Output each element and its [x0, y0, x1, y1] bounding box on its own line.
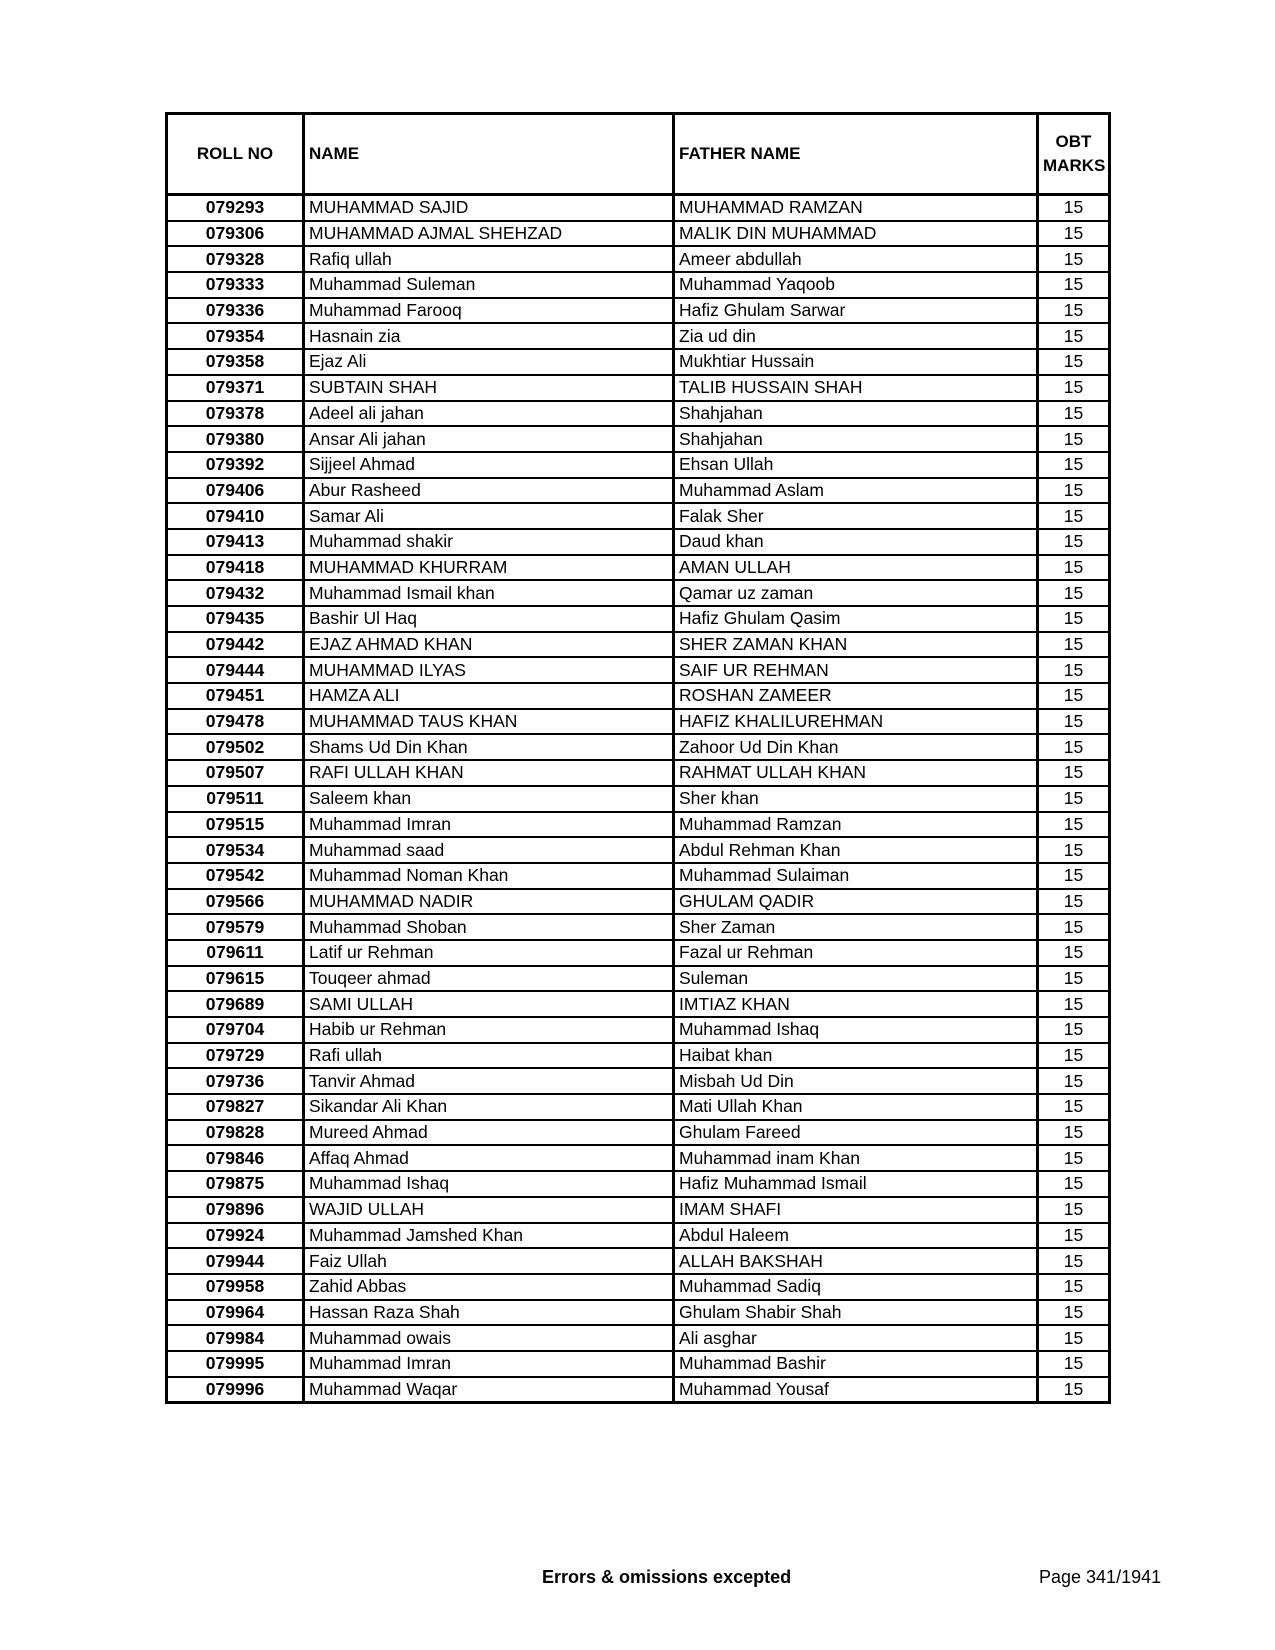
table-row	[167, 863, 1110, 889]
table-row	[167, 786, 1110, 812]
name-cell: Habib ur Rehman	[304, 1017, 674, 1043]
name-cell: WAJID ULLAH	[304, 1197, 674, 1223]
name-cell: MUHAMMAD AJMAL SHEHZAD	[304, 221, 674, 247]
name-cell: Affaq Ahmad	[304, 1145, 674, 1171]
table-row	[167, 555, 1110, 581]
table-row	[167, 1068, 1110, 1094]
table-row	[167, 683, 1110, 709]
marks-cell: 15	[1038, 298, 1110, 324]
name-cell: Muhammad Shoban	[304, 914, 674, 940]
table-row	[167, 1043, 1110, 1069]
father-name-cell: Mukhtiar Hussain	[674, 349, 1038, 375]
father-name-cell: Shahjahan	[674, 426, 1038, 452]
roll-no-cell: 079413	[167, 529, 304, 555]
father-name-cell: RAHMAT ULLAH KHAN	[674, 760, 1038, 786]
table-row	[167, 1325, 1110, 1351]
roll-no-cell: 079736	[167, 1068, 304, 1094]
roll-no-cell: 079354	[167, 323, 304, 349]
marks-cell: 15	[1038, 529, 1110, 555]
name-cell: Muhammad Waqar	[304, 1377, 674, 1403]
father-name-cell: Fazal ur Rehman	[674, 940, 1038, 966]
roll-no-cell: 079502	[167, 734, 304, 760]
table-row	[167, 889, 1110, 915]
roll-no-cell: 079380	[167, 426, 304, 452]
table-row	[167, 349, 1110, 375]
name-cell: SUBTAIN SHAH	[304, 375, 674, 401]
table-row	[167, 1171, 1110, 1197]
roll-no-cell: 079689	[167, 991, 304, 1017]
name-cell: Muhammad saad	[304, 837, 674, 863]
header-obt-marks	[1038, 114, 1110, 195]
roll-no-cell: 079729	[167, 1043, 304, 1069]
table-row	[167, 375, 1110, 401]
father-name-cell: ALLAH BAKSHAH	[674, 1248, 1038, 1274]
name-cell: MUHAMMAD KHURRAM	[304, 555, 674, 581]
roll-no-cell: 079995	[167, 1351, 304, 1377]
name-cell: Samar Ali	[304, 503, 674, 529]
table-row	[167, 452, 1110, 478]
marks-cell: 15	[1038, 221, 1110, 247]
table-row	[167, 1248, 1110, 1274]
marks-cell: 15	[1038, 1171, 1110, 1197]
name-cell: Adeel ali jahan	[304, 401, 674, 427]
roll-no-cell: 079964	[167, 1300, 304, 1326]
marks-cell: 15	[1038, 1300, 1110, 1326]
marks-cell: 15	[1038, 914, 1110, 940]
name-cell: Muhammad Suleman	[304, 272, 674, 298]
father-name-cell: Abdul Rehman Khan	[674, 837, 1038, 863]
father-name-cell: Ghulam Shabir Shah	[674, 1300, 1038, 1326]
table-row	[167, 1300, 1110, 1326]
father-name-cell: Suleman	[674, 966, 1038, 992]
father-name-cell: Zahoor Ud Din Khan	[674, 734, 1038, 760]
name-cell: MUHAMMAD NADIR	[304, 889, 674, 915]
marks-cell: 15	[1038, 195, 1110, 221]
father-name-cell: GHULAM QADIR	[674, 889, 1038, 915]
page-number: Page 341/1941	[1039, 1567, 1162, 1587]
table-row	[167, 1120, 1110, 1146]
name-cell: MUHAMMAD ILYAS	[304, 657, 674, 683]
marks-cell: 15	[1038, 734, 1110, 760]
name-cell: Muhammad owais	[304, 1325, 674, 1351]
table-row	[167, 426, 1110, 452]
father-name-cell: IMAM SHAFI	[674, 1197, 1038, 1223]
marks-cell: 15	[1038, 837, 1110, 863]
table-row	[167, 221, 1110, 247]
father-name-cell: SHER ZAMAN KHAN	[674, 632, 1038, 658]
table-row	[167, 195, 1110, 221]
table-row	[167, 1197, 1110, 1223]
marks-cell: 15	[1038, 966, 1110, 992]
marks-cell: 15	[1038, 375, 1110, 401]
father-name-cell: Falak Sher	[674, 503, 1038, 529]
roll-no-cell: 079435	[167, 606, 304, 632]
table-row	[167, 246, 1110, 272]
father-name-cell: Ehsan Ullah	[674, 452, 1038, 478]
father-name-cell: Shahjahan	[674, 401, 1038, 427]
roll-no-cell: 079579	[167, 914, 304, 940]
name-cell: SAMI ULLAH	[304, 991, 674, 1017]
father-name-cell: Ali asghar	[674, 1325, 1038, 1351]
father-name-cell: Daud khan	[674, 529, 1038, 555]
name-cell: Muhammad Noman Khan	[304, 863, 674, 889]
name-cell: EJAZ AHMAD KHAN	[304, 632, 674, 658]
roll-no-cell: 079406	[167, 478, 304, 504]
marks-cell: 15	[1038, 709, 1110, 735]
father-name-cell: TALIB HUSSAIN SHAH	[674, 375, 1038, 401]
roll-no-cell: 079924	[167, 1223, 304, 1249]
table-row	[167, 1351, 1110, 1377]
table-row	[167, 1017, 1110, 1043]
table-row	[167, 1094, 1110, 1120]
header-name: NAME	[304, 114, 674, 195]
father-name-cell: Sher khan	[674, 786, 1038, 812]
table-row	[167, 606, 1110, 632]
table-row	[167, 401, 1110, 427]
table-row	[167, 940, 1110, 966]
roll-no-cell: 079828	[167, 1120, 304, 1146]
name-cell: MUHAMMAD TAUS KHAN	[304, 709, 674, 735]
marks-cell: 15	[1038, 272, 1110, 298]
roll-no-cell: 079358	[167, 349, 304, 375]
name-cell: Rafi ullah	[304, 1043, 674, 1069]
father-name-cell: IMTIAZ KHAN	[674, 991, 1038, 1017]
name-cell: Muhammad Farooq	[304, 298, 674, 324]
table-row	[167, 529, 1110, 555]
table-row	[167, 323, 1110, 349]
marks-cell: 15	[1038, 1325, 1110, 1351]
marks-cell: 15	[1038, 812, 1110, 838]
name-cell: Tanvir Ahmad	[304, 1068, 674, 1094]
roll-no-cell: 079418	[167, 555, 304, 581]
roll-no-cell: 079846	[167, 1145, 304, 1171]
name-cell: Sijjeel Ahmad	[304, 452, 674, 478]
header-obt-marks-line2: MARKS	[1043, 156, 1106, 175]
name-cell: Ejaz Ali	[304, 349, 674, 375]
marks-cell: 15	[1038, 1377, 1110, 1403]
marks-cell: 15	[1038, 1197, 1110, 1223]
father-name-cell: Muhammad Ishaq	[674, 1017, 1038, 1043]
marks-cell: 15	[1038, 632, 1110, 658]
roll-no-cell: 079827	[167, 1094, 304, 1120]
marks-cell: 15	[1038, 246, 1110, 272]
header-obt-marks-line1: OBT	[1055, 132, 1092, 151]
roll-no-cell: 079515	[167, 812, 304, 838]
roll-no-cell: 079507	[167, 760, 304, 786]
roll-no-cell: 079444	[167, 657, 304, 683]
marks-cell: 15	[1038, 657, 1110, 683]
roll-no-cell: 079958	[167, 1274, 304, 1300]
roll-no-cell: 079451	[167, 683, 304, 709]
name-cell: Mureed Ahmad	[304, 1120, 674, 1146]
table-row	[167, 1377, 1110, 1403]
marks-cell: 15	[1038, 606, 1110, 632]
roll-no-cell: 079333	[167, 272, 304, 298]
roll-no-cell: 079944	[167, 1248, 304, 1274]
father-name-cell: MALIK DIN MUHAMMAD	[674, 221, 1038, 247]
table-row	[167, 478, 1110, 504]
father-name-cell: Muhammad Sadiq	[674, 1274, 1038, 1300]
father-name-cell: Muhammad inam Khan	[674, 1145, 1038, 1171]
table-row	[167, 734, 1110, 760]
marks-cell: 15	[1038, 478, 1110, 504]
table-row	[167, 709, 1110, 735]
name-cell: Muhammad Ishaq	[304, 1171, 674, 1197]
table-header	[167, 114, 1110, 195]
marks-cell: 15	[1038, 452, 1110, 478]
marks-cell: 15	[1038, 1274, 1110, 1300]
roll-no-cell: 079371	[167, 375, 304, 401]
father-name-cell: Mati Ullah Khan	[674, 1094, 1038, 1120]
father-name-cell: Muhammad Aslam	[674, 478, 1038, 504]
father-name-cell: Hafiz Muhammad Ismail	[674, 1171, 1038, 1197]
table-body	[167, 195, 1110, 1403]
table-row	[167, 966, 1110, 992]
table-row	[167, 298, 1110, 324]
table-row	[167, 991, 1110, 1017]
name-cell: Sikandar Ali Khan	[304, 1094, 674, 1120]
name-cell: Muhammad shakir	[304, 529, 674, 555]
marks-cell: 15	[1038, 349, 1110, 375]
roll-no-cell: 079996	[167, 1377, 304, 1403]
table-row	[167, 580, 1110, 606]
marks-cell: 15	[1038, 760, 1110, 786]
roll-no-cell: 079611	[167, 940, 304, 966]
marks-cell: 15	[1038, 1017, 1110, 1043]
name-cell: Muhammad Ismail khan	[304, 580, 674, 606]
marks-cell: 15	[1038, 863, 1110, 889]
header-father-name: FATHER NAME	[674, 114, 1038, 195]
name-cell: RAFI ULLAH KHAN	[304, 760, 674, 786]
marks-cell: 15	[1038, 1120, 1110, 1146]
roll-no-cell: 079293	[167, 195, 304, 221]
marks-cell: 15	[1038, 786, 1110, 812]
roll-no-cell: 079566	[167, 889, 304, 915]
name-cell: Hasnain zia	[304, 323, 674, 349]
roll-no-cell: 079896	[167, 1197, 304, 1223]
roll-no-cell: 079542	[167, 863, 304, 889]
name-cell: Shams Ud Din Khan	[304, 734, 674, 760]
name-cell: Abur Rasheed	[304, 478, 674, 504]
marks-cell: 15	[1038, 555, 1110, 581]
father-name-cell: Misbah Ud Din	[674, 1068, 1038, 1094]
marks-cell: 15	[1038, 1094, 1110, 1120]
header-row	[167, 114, 1110, 195]
father-name-cell: Muhammad Ramzan	[674, 812, 1038, 838]
father-name-cell: SAIF UR REHMAN	[674, 657, 1038, 683]
roll-no-cell: 079511	[167, 786, 304, 812]
father-name-cell: Sher Zaman	[674, 914, 1038, 940]
father-name-cell: HAFIZ KHALILUREHMAN	[674, 709, 1038, 735]
father-name-cell: Muhammad Yousaf	[674, 1377, 1038, 1403]
father-name-cell: Hafiz Ghulam Qasim	[674, 606, 1038, 632]
marks-cell: 15	[1038, 401, 1110, 427]
table-row	[167, 914, 1110, 940]
roll-no-cell: 079615	[167, 966, 304, 992]
name-cell: Saleem khan	[304, 786, 674, 812]
footer-disclaimer: Errors & omissions excepted	[542, 1567, 792, 1587]
roll-no-cell: 079378	[167, 401, 304, 427]
father-name-cell: Muhammad Yaqoob	[674, 272, 1038, 298]
marks-cell: 15	[1038, 1248, 1110, 1274]
results-table	[165, 112, 1111, 1404]
header-roll-no: ROLL NO	[167, 114, 304, 195]
roll-no-cell: 079704	[167, 1017, 304, 1043]
father-name-cell: ROSHAN ZAMEER	[674, 683, 1038, 709]
father-name-cell: Haibat khan	[674, 1043, 1038, 1069]
roll-no-cell: 079875	[167, 1171, 304, 1197]
roll-no-cell: 079336	[167, 298, 304, 324]
table-row	[167, 632, 1110, 658]
father-name-cell: AMAN ULLAH	[674, 555, 1038, 581]
marks-cell: 15	[1038, 580, 1110, 606]
roll-no-cell: 079306	[167, 221, 304, 247]
name-cell: HAMZA ALI	[304, 683, 674, 709]
table-row	[167, 1274, 1110, 1300]
roll-no-cell: 079392	[167, 452, 304, 478]
table-row	[167, 503, 1110, 529]
marks-cell: 15	[1038, 503, 1110, 529]
father-name-cell: Qamar uz zaman	[674, 580, 1038, 606]
name-cell: Touqeer ahmad	[304, 966, 674, 992]
name-cell: Hassan Raza Shah	[304, 1300, 674, 1326]
roll-no-cell: 079328	[167, 246, 304, 272]
father-name-cell: Ghulam Fareed	[674, 1120, 1038, 1146]
table-row	[167, 1223, 1110, 1249]
father-name-cell: Hafiz Ghulam Sarwar	[674, 298, 1038, 324]
results-sheet	[165, 112, 1111, 1404]
name-cell: Latif ur Rehman	[304, 940, 674, 966]
name-cell: MUHAMMAD SAJID	[304, 195, 674, 221]
father-name-cell: MUHAMMAD RAMZAN	[674, 195, 1038, 221]
roll-no-cell: 079410	[167, 503, 304, 529]
roll-no-cell: 079984	[167, 1325, 304, 1351]
marks-cell: 15	[1038, 323, 1110, 349]
table-row	[167, 760, 1110, 786]
roll-no-cell: 079442	[167, 632, 304, 658]
table-row	[167, 837, 1110, 863]
marks-cell: 15	[1038, 1145, 1110, 1171]
father-name-cell: Muhammad Bashir	[674, 1351, 1038, 1377]
marks-cell: 15	[1038, 426, 1110, 452]
name-cell: Ansar Ali jahan	[304, 426, 674, 452]
name-cell: Muhammad Imran	[304, 1351, 674, 1377]
name-cell: Bashir Ul Haq	[304, 606, 674, 632]
marks-cell: 15	[1038, 1351, 1110, 1377]
marks-cell: 15	[1038, 940, 1110, 966]
marks-cell: 15	[1038, 1043, 1110, 1069]
name-cell: Muhammad Imran	[304, 812, 674, 838]
name-cell: Muhammad Jamshed Khan	[304, 1223, 674, 1249]
marks-cell: 15	[1038, 1223, 1110, 1249]
father-name-cell: Ameer abdullah	[674, 246, 1038, 272]
father-name-cell: Abdul Haleem	[674, 1223, 1038, 1249]
roll-no-cell: 079432	[167, 580, 304, 606]
name-cell: Faiz Ullah	[304, 1248, 674, 1274]
roll-no-cell: 079478	[167, 709, 304, 735]
marks-cell: 15	[1038, 1068, 1110, 1094]
marks-cell: 15	[1038, 991, 1110, 1017]
father-name-cell: Zia ud din	[674, 323, 1038, 349]
table-row	[167, 1145, 1110, 1171]
table-row	[167, 272, 1110, 298]
name-cell: Zahid Abbas	[304, 1274, 674, 1300]
roll-no-cell: 079534	[167, 837, 304, 863]
marks-cell: 15	[1038, 889, 1110, 915]
table-row	[167, 657, 1110, 683]
name-cell: Rafiq ullah	[304, 246, 674, 272]
father-name-cell: Muhammad Sulaiman	[674, 863, 1038, 889]
marks-cell: 15	[1038, 683, 1110, 709]
table-row	[167, 812, 1110, 838]
